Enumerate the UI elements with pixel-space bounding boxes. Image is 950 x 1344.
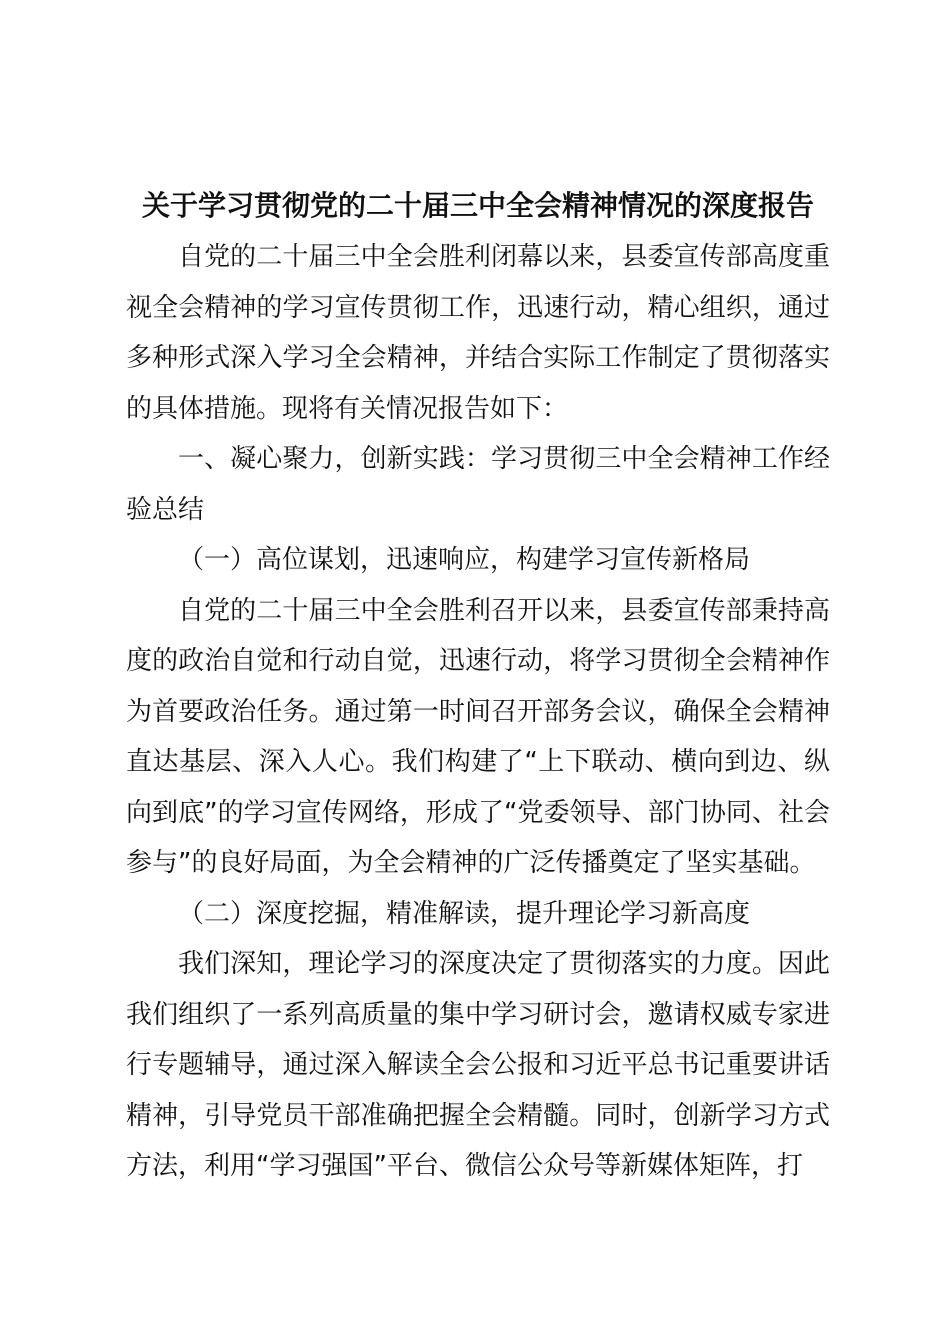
document-title: 关于学习贯彻党的二十届三中全会精神情况的深度报告 (141, 189, 814, 222)
subsection-2-paragraph: 我们深知，理论学习的深度决定了贯彻落实的力度。因此我们组织了一系列高质量的集中学习研讨会，邀请权威专家进行专题辅导，通过深入解读全会公报和习近平总书记重要讲话精神，引导党员干部准确把握全会精髓。同时，创新学习方式方法，利用“学习强国”平台、微信公众号等新媒体矩阵，打 (126, 949, 830, 1181)
subsection-heading-1: （一）高位谋划，迅速响应，构建学习宣传新格局 (178, 545, 751, 575)
subsection-1-paragraph: 自党的二十届三中全会胜利召开以来，县委宣传部秉持高度的政治自觉和行动自觉，迅速行动，将学习贯彻全会精神作为首要政治任务。通过第一时间召开部务会议，确保全会精神直达基层、深入人心。我们构建了“上下联动、横向到边、纵向到底”的学习宣传网络，形成了“党委领导、部门协同、社会参与”的良好局面，为全会精神的广泛传播奠定了坚实基础。 (126, 595, 830, 878)
section-heading-1: 一、凝心聚力，创新实践：学习贯彻三中全会精神工作经验总结 (126, 444, 830, 525)
subsection-heading-2: （二）深度挖掘，精准解读，提升理论学习新高度 (178, 898, 751, 929)
document-body (126, 232, 830, 1192)
intro-paragraph: 自党的二十届三中全会胜利闭幕以来，县委宣传部高度重视全会精神的学习宣传贯彻工作，迅速行动，精心组织，通过多种形式深入学习全会精神，并结合实际工作制定了贯彻落实的具体措施。现将有关情况报告如下： (126, 242, 830, 424)
